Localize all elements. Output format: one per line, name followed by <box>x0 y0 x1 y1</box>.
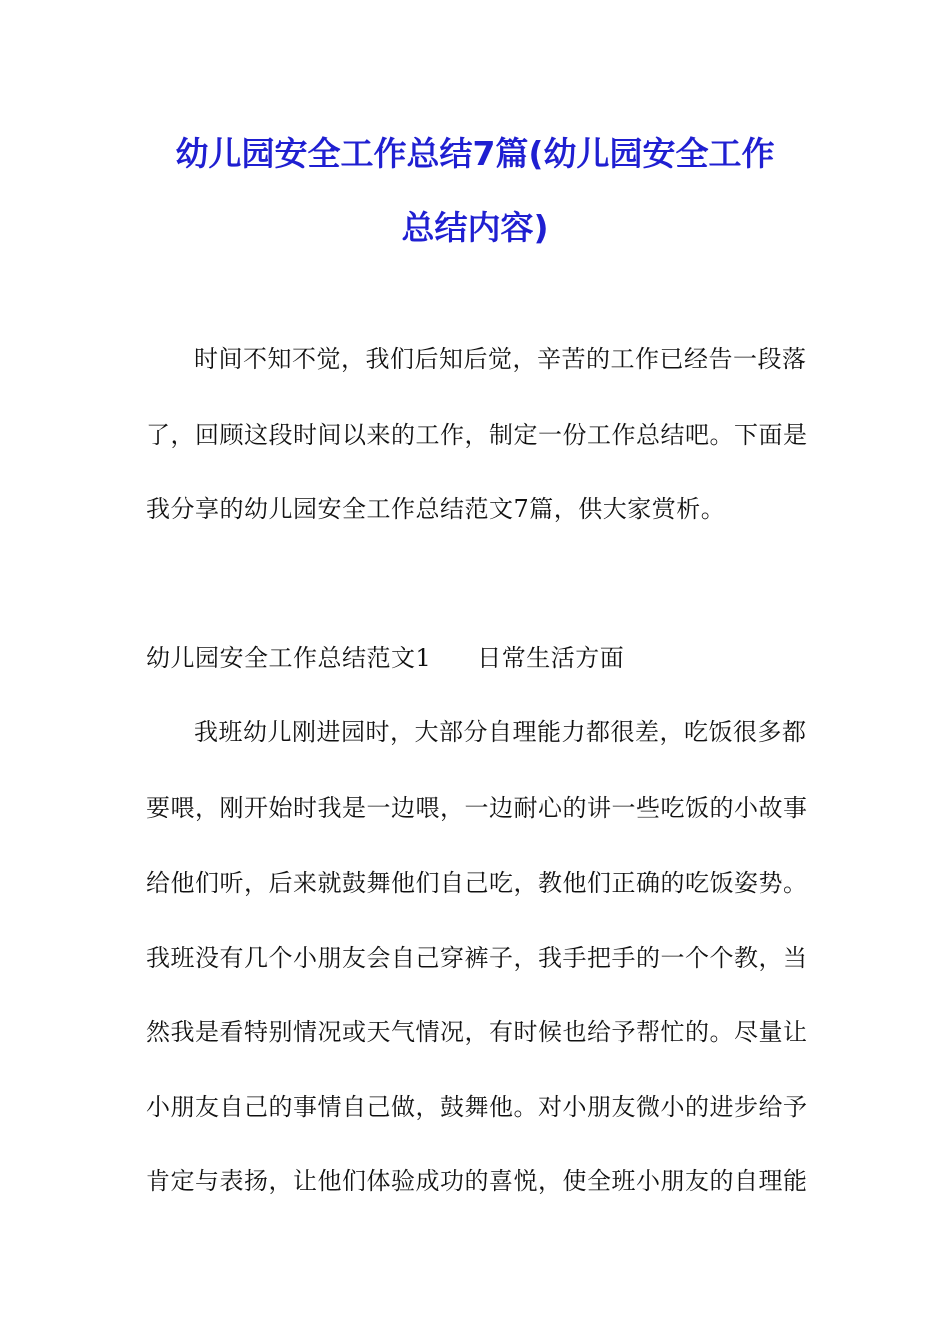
body-paragraph-line: 给他们听，后来就鼓舞他们自己吃，教他们正确的吃饭姿势。 <box>146 869 808 897</box>
intro-paragraph-line: 时间不知不觉，我们后知后觉，辛苦的工作已经告一段落 <box>194 345 807 373</box>
document-title-line-1: 幼儿园安全工作总结7篇(幼儿园安全工作 <box>175 134 775 173</box>
body-paragraph-line: 要喂，刚开始时我是一边喂，一边耐心的讲一些吃饭的小故事 <box>146 794 808 822</box>
section-subheading: 日常生活方面 <box>477 644 625 672</box>
document-title-line-2: 总结内容) <box>401 208 549 247</box>
section-heading: 幼儿园安全工作总结范文1 <box>146 644 432 672</box>
intro-paragraph-line: 我分享的幼儿园安全工作总结范文7篇，供大家赏析。 <box>146 495 726 523</box>
intro-paragraph-line: 了，回顾这段时间以来的工作，制定一份工作总结吧。下面是 <box>146 421 808 449</box>
body-paragraph-line: 我班没有几个小朋友会自己穿裤子，我手把手的一个个教，当 <box>146 944 808 972</box>
body-paragraph-line: 肯定与表扬，让他们体验成功的喜悦，使全班小朋友的自理能 <box>146 1167 808 1195</box>
section-heading-row <box>146 644 802 672</box>
body-paragraph-line: 我班幼儿刚进园时，大部分自理能力都很差，吃饭很多都 <box>194 718 807 746</box>
body-paragraph-line: 小朋友自己的事情自己做，鼓舞他。对小朋友微小的进步给予 <box>146 1093 808 1121</box>
body-paragraph-line: 然我是看特别情况或天气情况，有时候也给予帮忙的。尽量让 <box>146 1018 808 1046</box>
